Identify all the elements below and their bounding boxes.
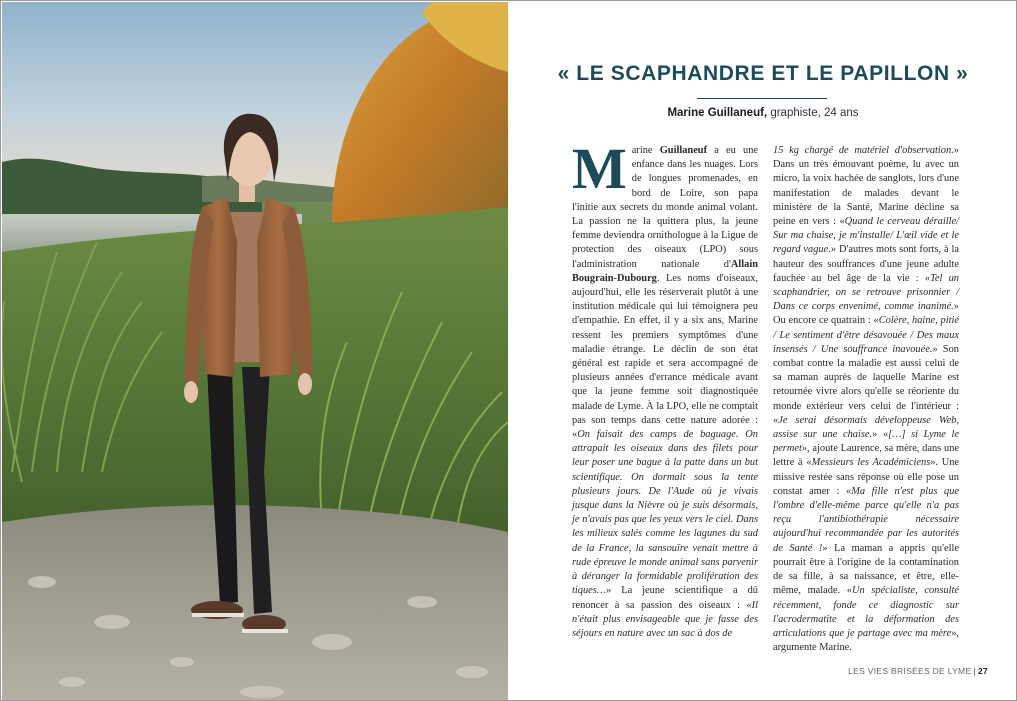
footer-separator: | [973, 666, 976, 676]
quote-run: Messieurs les Académiciens [811, 457, 931, 469]
paragraph [773, 144, 959, 655]
paragraph [572, 136, 758, 641]
text-run: » La maman a appris qu'elle pourrait être à l'origine de la contamination de sa fille, à sa naissance, et être, elle-même, malade. « [773, 542, 959, 597]
portrait-photo-illustration [2, 2, 508, 700]
article-column-2 [773, 144, 959, 655]
quote-run: 15 kg chargé de matériel d'observation. [773, 145, 954, 156]
text-run: a eu une enfance dans les nuages. Lors de longues promenades, en bord de Loire, son papa l'initie aux secrets du monde animal volant. La passion ne la quittera plus, la jeune femme deviendra ornithologue à la Ligue de protection des oiseaux (LPO) sous l'administration nationale d' [572, 145, 758, 270]
byline-role: graphiste, 24 ans [767, 107, 859, 119]
quote-run: Je serai désormais développeuse Web, assise sur une chaise. [773, 414, 959, 441]
page-number: 27 [977, 666, 988, 676]
quote-run: Ma fille n'est plus que l'ombre d'elle-même parce qu'elle n'a pas reçu l'antibiothérapie nécessaire aujourd'hui recommandée par les autorités de Santé ! [773, 485, 960, 554]
text-run: » D'autres mots sont forts, à la hauteur des souffrances d'une jeune adulte fauchée au bel âge de la vie : « [773, 244, 959, 284]
text-run: ». Une missive restée sans réponse où elle pose un constat amer : « [773, 457, 959, 497]
text-run: », ajoute Laurence, sa mère, dans une lettre à « [773, 443, 959, 469]
quote-run: Il n'était plus envisageable que je fasse des séjours en nature avec un sac à dos de [572, 599, 758, 639]
text-run: » La jeune scientifique a dû renoncer à sa passion des oiseaux : « [572, 585, 758, 611]
article-column-1 [572, 136, 758, 641]
byline-name: Marine Guillaneuf, [667, 107, 768, 119]
quote-run: Tel un scaphandrier, on se retrouve prisonnier / Dans ce corps envenimé, comme inanimé. [773, 272, 959, 313]
quote-run: On faisait des camps de baguage. On attrapait les oiseaux dans des filets pour leur poser une bague à la patte dans un but scientifique. On dormait sous la tente plusieurs jours. De l'Aude où je vivais jusque dans la Nièvre où je suis désormais, je n'avais pas que les yeux vers le ciel. Dans les milieux salés comme les lagunes du sud de la France, la sansouïre venait mettre à rude épreuve le monde animal sans parvenir à déranger la formidable prolifération des tiques… [572, 429, 758, 597]
quote-run: […] si Lyme le permet [773, 429, 960, 455]
person-name: Guillaneuf [659, 145, 708, 156]
article-headline: « LE SCAPHANDRE ET LE PAPILLON » [557, 62, 969, 85]
headline-rule [697, 98, 827, 99]
drop-cap: M [572, 136, 627, 201]
text-run: arine [631, 145, 660, 156]
text-run: » Dans un très émouvant poème, lu avec un micro, la voix hachée de sanglots, lors d'une manifestation de malades devant le ministère de la Santé, Marine décline sa peine en vers : « [773, 145, 959, 228]
quote-run: Quand le cerveau déraille/ Sur ma chaise, je m'installe/ L'œil vide et le regard vague. [773, 216, 959, 256]
portrait-photo [2, 2, 508, 700]
text-run: » Ou encore ce quatrain : « [773, 301, 959, 327]
text-run: » Son combat contre la maladie est aussi celui de sa maman auprès de laquelle Marine est retournée vivre alors qu'elle se réoriente du monde extérieur vers celui de l'intérieur : « [773, 343, 959, 426]
page-footer [848, 666, 988, 676]
quote-run: Colère, haine, pitié / Le sentiment d'être désavouée / Des maux insensés / Une souffrance inavouée. [773, 315, 959, 355]
person-name: Allain Bougrain-Dubourg [572, 258, 758, 284]
article-page [510, 2, 1016, 700]
text-run: » « [872, 429, 889, 441]
text-run: . Les noms d'oiseaux, aujourd'hui, elle les réserverait plutôt à une institution médicale qui lui témoignera peu d'empathie. En effet, il y a six ans, Marine ressent les premiers symptômes d'une maladie étrange. Le déclin de son état général est rapide et sera accompagné de plusieurs années d'errance médicale avant que la jeune femme soit diagnostiquée malade de Lyme. À la LPO, elle ne comptait pas son temps dans cette nature adorée : « [572, 272, 758, 441]
text-run: », argumente Marine. [773, 627, 959, 654]
quote-run: Un spécialiste, consulté récemment, fonde ce diagnostic sur l'acrodermatite et la déformation des articulations que je partage avec ma mère [773, 585, 959, 639]
article-byline [510, 107, 1016, 119]
running-title: LES VIES BRISÉES DE LYME [848, 666, 972, 676]
